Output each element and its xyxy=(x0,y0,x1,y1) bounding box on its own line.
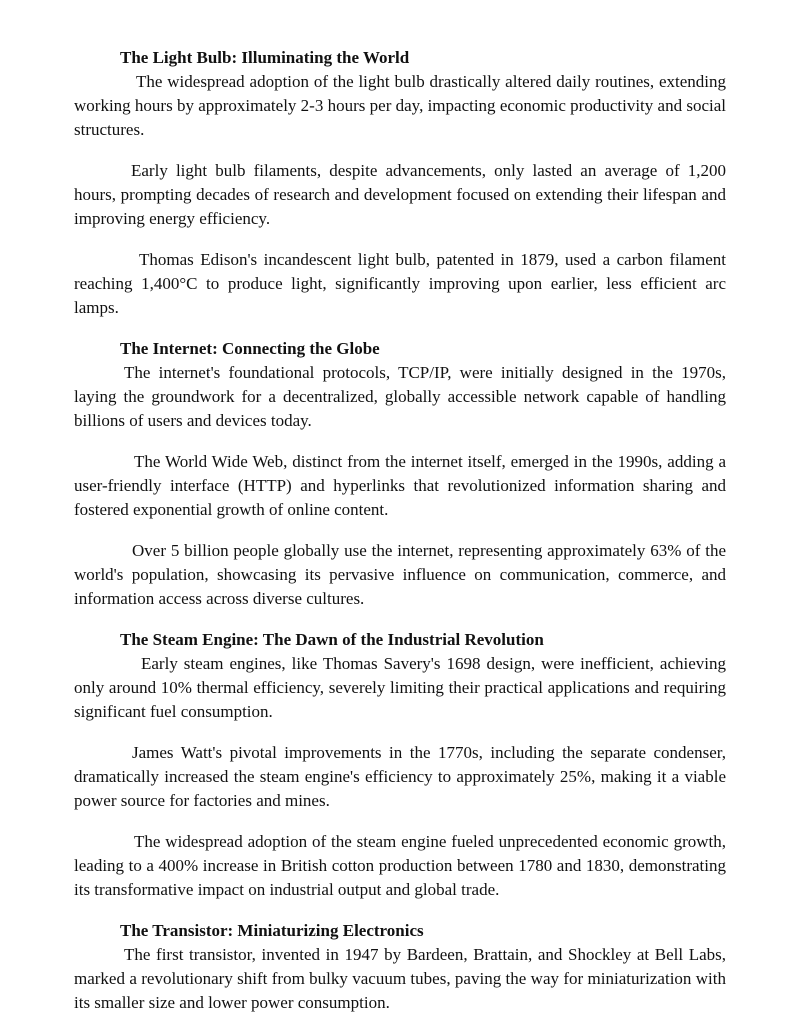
section-heading: The Internet: Connecting the Globe xyxy=(120,339,380,358)
section-heading: The Steam Engine: The Dawn of the Industrial Revolution xyxy=(120,630,544,649)
paragraph: The first transistor, invented in 1947 by Bardeen, Brattain, and Shockley at Bell Labs, marked a revolutionary shift from bulky vacuum tubes, paving the way for miniaturization with its smaller size and lower power consumption. xyxy=(74,945,726,1012)
section-light-bulb xyxy=(74,46,726,320)
paragraph: The internet's foundational protocols, TCP/IP, were initially designed in the 1970s, laying the groundwork for a decentralized, globally accessible network capable of handling billions of users and devices today. xyxy=(74,363,726,430)
paragraph: Early steam engines, like Thomas Savery's 1698 design, were inefficient, achieving only around 10% thermal efficiency, severely limiting their practical applications and requiring significant fuel consumption. xyxy=(74,654,726,721)
paragraph: Early light bulb filaments, despite advancements, only lasted an average of 1,200 hours, prompting decades of research and development focused on extending their lifespan and improving energy efficiency. xyxy=(74,161,726,228)
section-internet xyxy=(74,337,726,611)
paragraph: Thomas Edison's incandescent light bulb, patented in 1879, used a carbon filament reaching 1,400°C to produce light, significantly improving upon earlier, less efficient arc lamps. xyxy=(74,250,726,317)
section-heading: The Light Bulb: Illuminating the World xyxy=(120,48,410,67)
document-page xyxy=(74,46,726,1031)
paragraph: The widespread adoption of the light bulb drastically altered daily routines, extending working hours by approximately 2-3 hours per day, impacting economic productivity and social structures. xyxy=(74,72,726,139)
section-heading: The Transistor: Miniaturizing Electronics xyxy=(120,921,424,940)
paragraph: Over 5 billion people globally use the internet, representing approximately 63% of the world's population, showcasing its pervasive influence on communication, commerce, and information access across diverse cultures. xyxy=(74,541,726,608)
paragraph: The World Wide Web, distinct from the internet itself, emerged in the 1990s, adding a user-friendly interface (HTTP) and hyperlinks that revolutionized information sharing and fostered exponential growth of online content. xyxy=(74,452,726,519)
section-steam-engine xyxy=(74,628,726,902)
paragraph: The widespread adoption of the steam engine fueled unprecedented economic growth, leading to a 400% increase in British cotton production between 1780 and 1830, demonstrating its transformative impact on industrial output and global trade. xyxy=(74,832,726,899)
section-transistor xyxy=(74,919,726,1015)
paragraph: James Watt's pivotal improvements in the 1770s, including the separate condenser, dramatically increased the steam engine's efficiency to approximately 25%, making it a viable power source for factories and mines. xyxy=(74,743,726,810)
